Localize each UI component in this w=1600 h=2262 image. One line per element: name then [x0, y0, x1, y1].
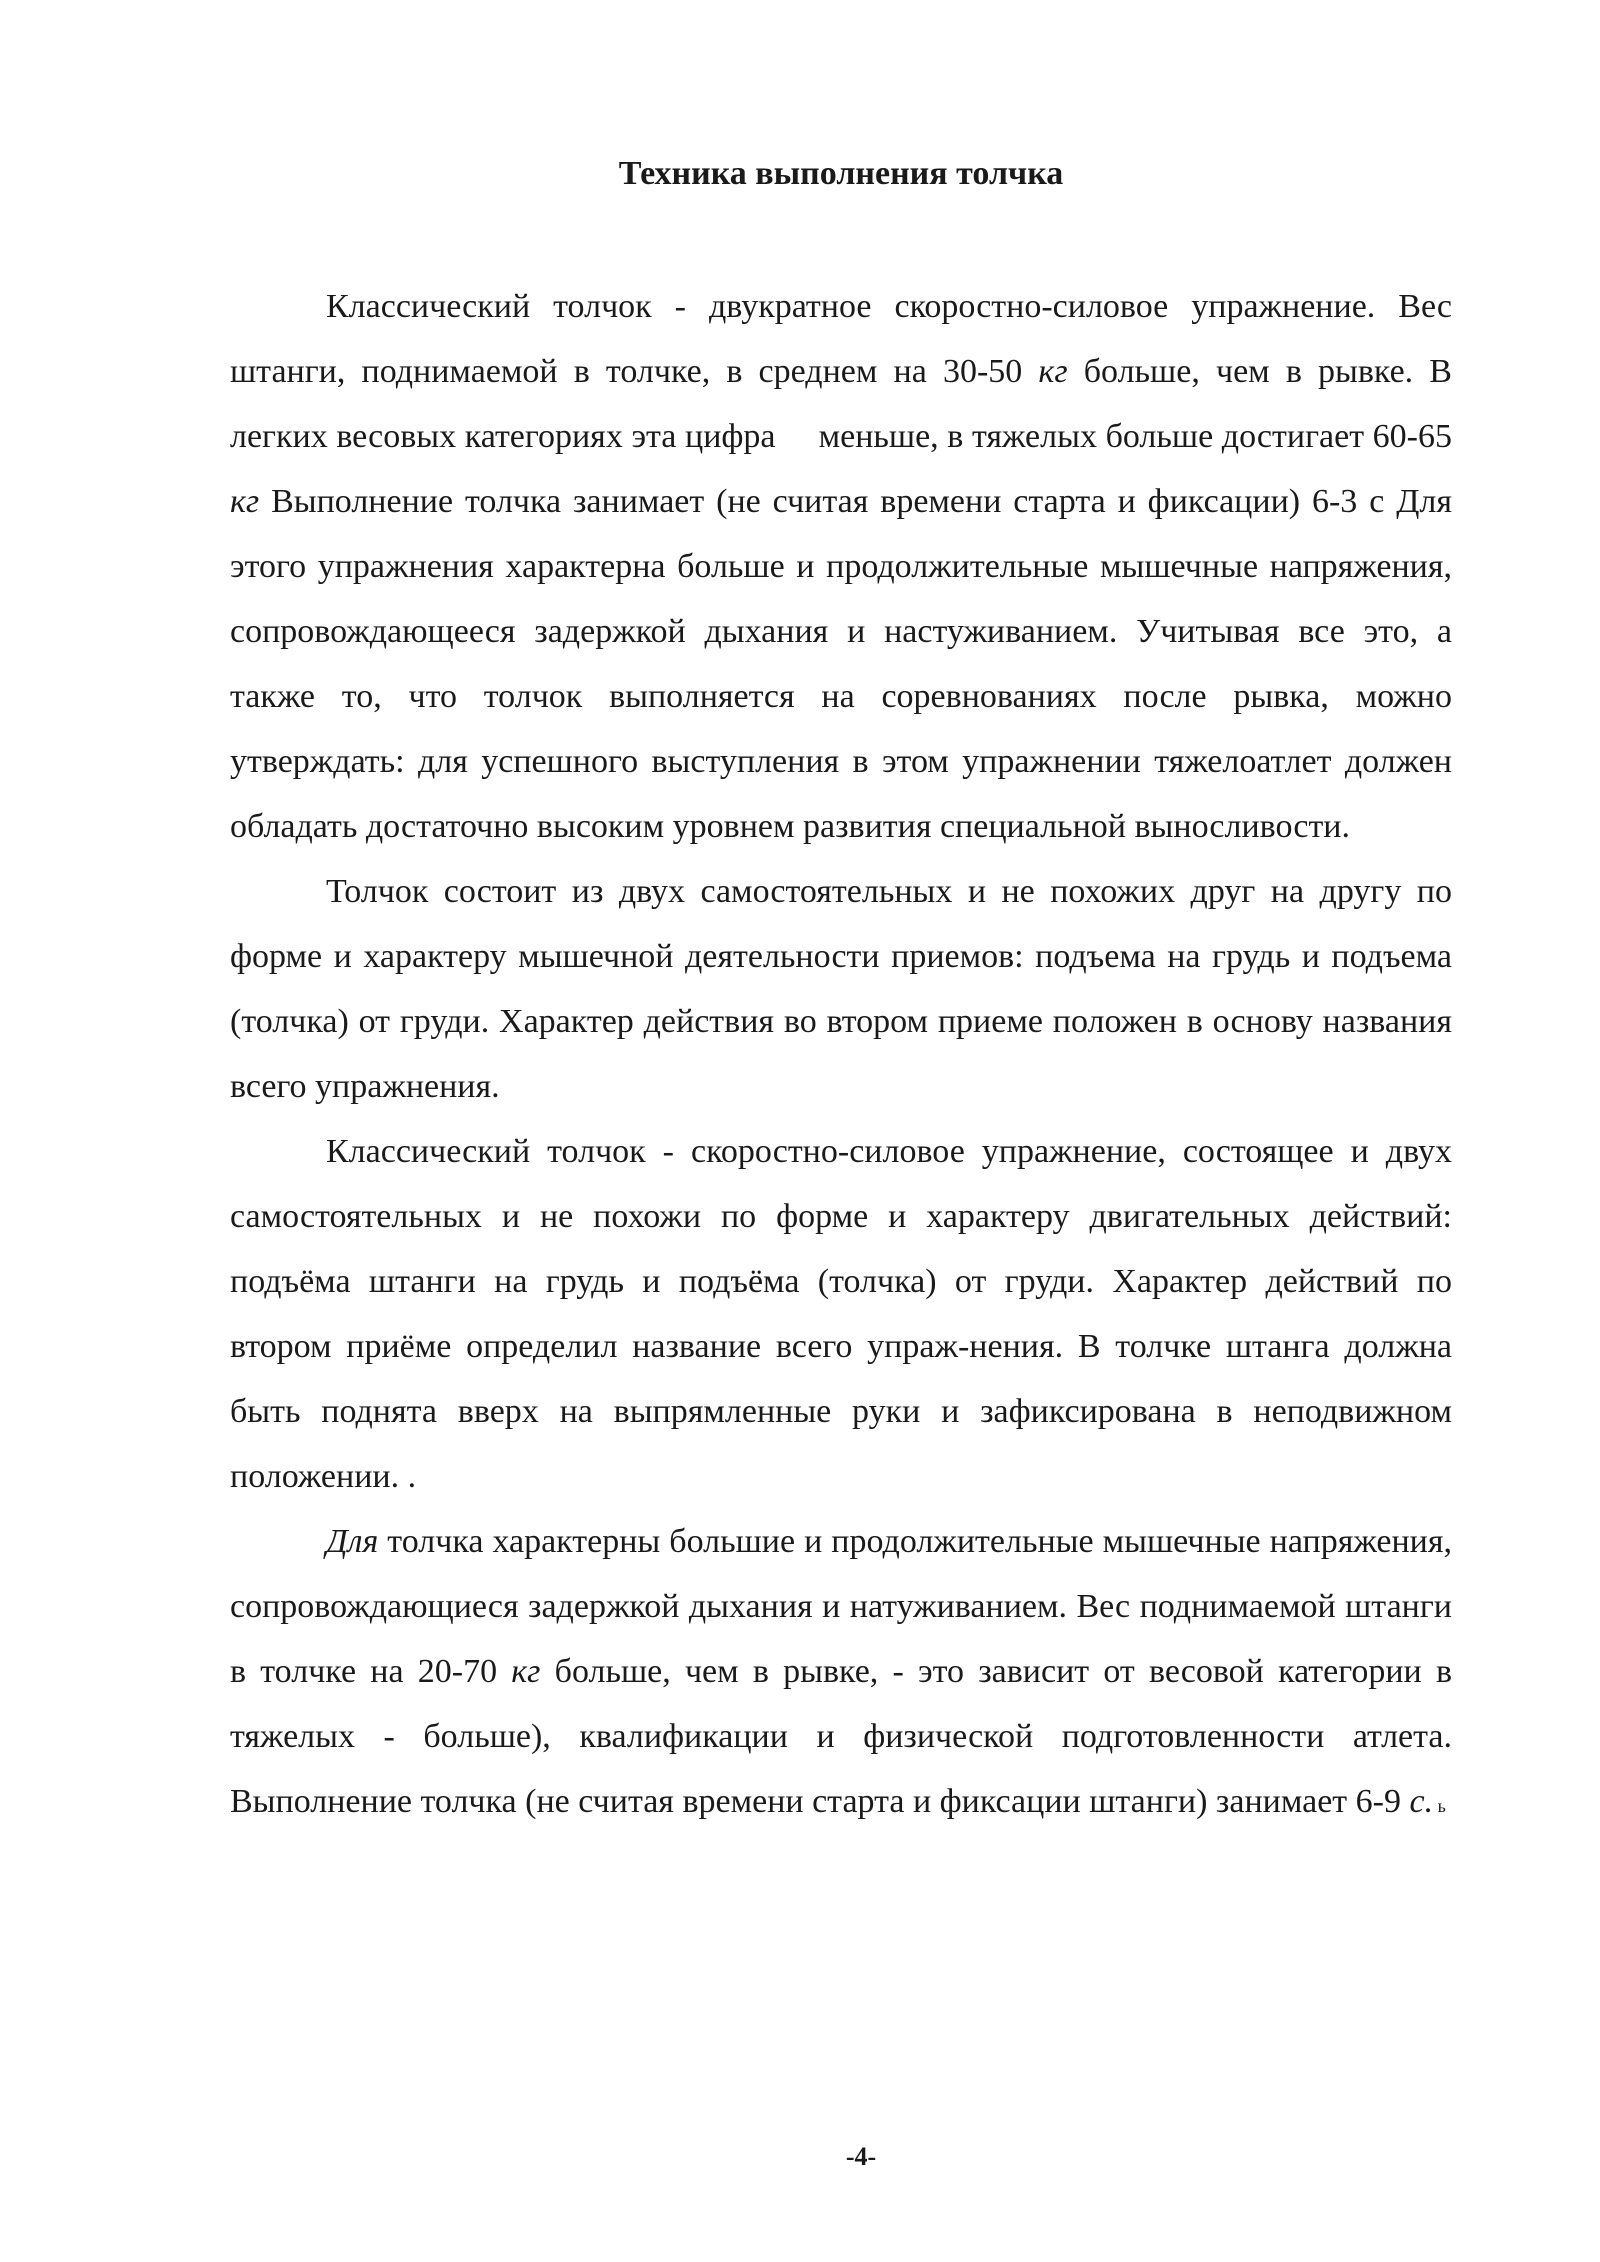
- paragraph-4-text-b: больше, чем в рывке, - это зависит от весовой категории в тяжелых - больше), квалификации и физической подготовленности атлета. Выполнение толчка (не считая времени старта и фиксации штанги) занимает 6-9: [230, 1653, 1452, 1820]
- unit-seconds: с.: [1409, 1783, 1434, 1820]
- paragraph-3: Классический толчок - скоростно-силовое упражнение, состоящее и двух самостоятельных и не похожи по форме и характеру двигательных действий: подъёма штанги на грудь и подъёма (толчка) от груди. Характер действий по втором приёме определил название всего упраж-нения. В толчке штанга должна быть поднята вверх на выпрямленные руки и зафиксирована в неподвижном положении. .: [230, 1133, 1452, 1495]
- page-number: -4-: [845, 2142, 877, 2171]
- unit-kg: кг: [511, 1653, 541, 1690]
- paragraph-2: Толчок состоит из двух самостоятельных и не похожих друг на другу по форме и характеру мышечной деятельности приемов: подъема на грудь и подъема (толчка) от груди. Характер действия во втором приеме положен в основу названия всего упражнения.: [230, 873, 1452, 1105]
- paragraph-1-text-a: Классический толчок - двукратное скоростно-силовое упражнение. Вес штанги, поднимаемой в толчке, в среднем на 30-50: [230, 288, 1452, 390]
- paragraph-1-text-b: больше, чем в рывке. В легких весовых категориях эта цифра меньше, в тяжелых больше достигает 60-65: [230, 353, 1461, 455]
- unit-kg: кг: [230, 483, 260, 520]
- paragraph-1-text-c: Выполнение толчка занимает (не считая времени старта и фиксации) 6-3 с Для этого упражнения характерна больше и продолжительные мышечные напряжения, сопровождающееся задержкой дыхания и настуживанием. Учитывая все это, а также то, что толчок выполняется на соревнованиях после рывка, можно утверждать: для успешного выступления в этом упражнении тяжелоатлет должен обладать достаточно высоким уровнем развития специальной выносливости.: [230, 483, 1452, 845]
- stray-mark: ь: [1433, 1796, 1446, 1816]
- document-title: Техника выполнения толчка: [618, 155, 1064, 192]
- paragraph-4-text-a: толчка характерны большие и продолжительные мышечные напряжения, сопровождающиеся задержкой дыхания и натуживанием. Вес поднимаемой штанги в толчке на 20-70: [230, 1523, 1452, 1690]
- unit-kg: кг: [1038, 353, 1068, 390]
- paragraph-4-lead: Для: [326, 1523, 379, 1560]
- paragraph-1: [230, 274, 1461, 859]
- paragraph-4: [230, 1509, 1452, 1839]
- document-body: [230, 274, 1461, 1839]
